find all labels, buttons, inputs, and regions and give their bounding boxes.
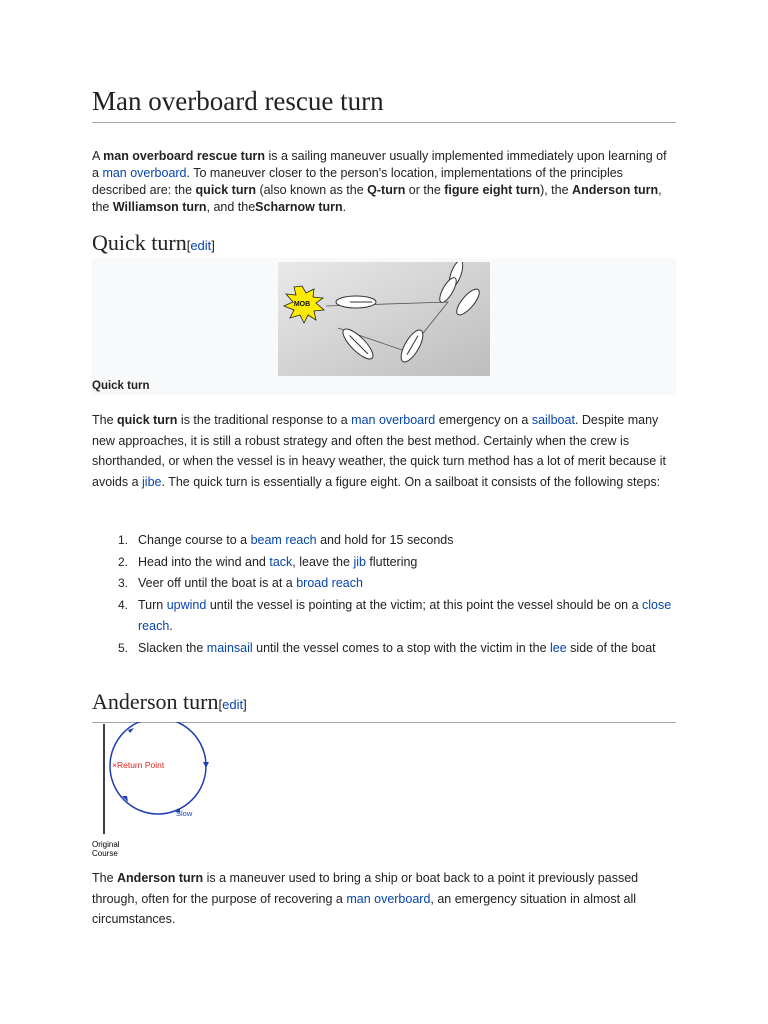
mob-label: MOB	[293, 301, 311, 308]
link-jib[interactable]: jib	[353, 554, 366, 569]
link-jibe[interactable]: jibe	[142, 475, 162, 490]
edit-section: [edit]	[186, 238, 215, 253]
link-close-reach[interactable]: close reach	[138, 597, 672, 633]
steps-list	[92, 530, 676, 659]
link-beam-reach[interactable]: beam reach	[250, 533, 317, 547]
heading-anderson-turn: Anderson turn[edit]	[92, 689, 676, 723]
edit-link-quick-turn[interactable]: edit	[190, 238, 212, 253]
link-lee[interactable]: lee	[550, 640, 567, 655]
heading-quick-turn: Quick turn[edit]	[92, 230, 676, 264]
list-item: 5. Slacken the mainsail until the vessel comes to a stop with the victim in the lee side of the boat	[118, 640, 656, 655]
original-course-label: Course	[92, 849, 118, 858]
figure-caption: Quick turn	[92, 380, 150, 392]
link-man-overboard[interactable]: man overboard	[351, 413, 436, 427]
list-item: 4. Turn upwind until the vessel is pointing at the victim; at this point the vessel should be on a close reach.	[118, 597, 672, 633]
link-man-overboard[interactable]: man overboard	[102, 166, 187, 180]
link-upwind[interactable]: upwind	[166, 597, 207, 612]
link-broad-reach[interactable]: broad reach	[296, 576, 363, 590]
quick-turn-paragraph: The quick turn is the traditional response to a man overboard emergency on a sailboat. Despite many new approaches, it is still a robust strategy and often the best method. Certainly when the crew is shorthanded, or when the vessel is in heavy weather, the quick turn method has a lot of merit because it avoids a jibe. The quick turn is essentially a figure eight. On a sailboat it consists of the following steps:	[92, 413, 666, 490]
list-item: 2. Head into the wind and tack, leave the jib fluttering	[118, 554, 418, 569]
edit-link-anderson-turn[interactable]: edit	[222, 697, 244, 712]
link-man-overboard[interactable]: man overboard	[346, 891, 431, 906]
original-course-label: Original	[92, 840, 120, 849]
arrow-icon	[203, 762, 209, 768]
anderson-turn-paragraph: The Anderson turn is a maneuver used to bring a ship or boat back to a point it previously passed through, often for the purpose of recovering a man overboard, an emergency situation in almost all circumstances.	[92, 871, 639, 927]
quick-turn-figure	[92, 258, 676, 395]
list-item: 3. Veer off until the boat is at a broad reach	[118, 576, 363, 590]
link-tack[interactable]: tack	[269, 554, 293, 569]
anderson-turn-diagram	[92, 722, 222, 862]
edit-section: [edit]	[218, 697, 247, 712]
slow-label: Slow	[176, 809, 193, 818]
boat-icon	[336, 296, 376, 308]
intro-paragraph: A man overboard rescue turn is a sailing maneuver usually implemented immediately upon learning of a man overboard. To maneuver closer to the person's location, implementations of the principles described are: the quick turn (also known as the Q-turn or the figure eight turn), the Anderson turn, the Williamson turn, and theScharnow turn.	[92, 149, 667, 214]
link-sailboat[interactable]: sailboat	[531, 413, 575, 427]
list-item: 1. Change course to a beam reach and hold for 15 seconds	[118, 533, 454, 547]
return-point-label: ×Return Point	[112, 760, 165, 770]
quick-turn-diagram	[278, 262, 490, 376]
link-mainsail[interactable]: mainsail	[206, 640, 253, 655]
page-title: Man overboard rescue turn	[92, 86, 676, 123]
